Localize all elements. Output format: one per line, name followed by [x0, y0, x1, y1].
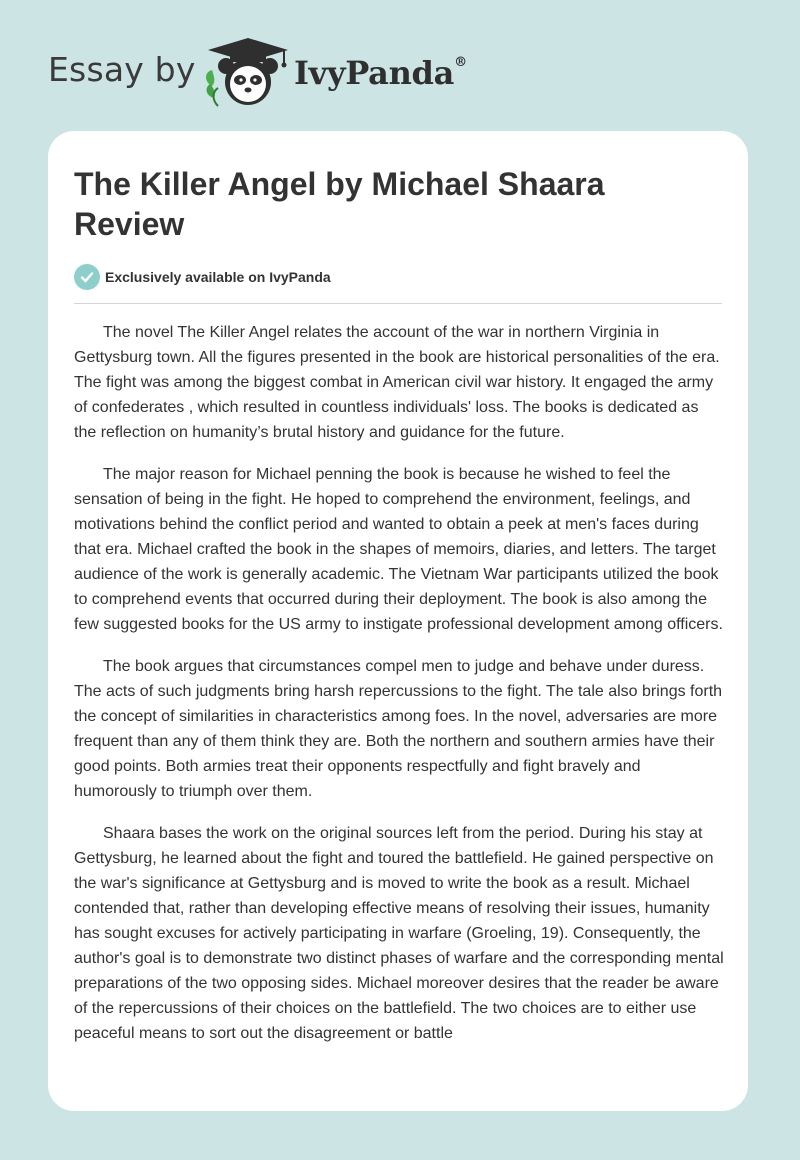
paragraph: The major reason for Michael penning the book is because he wished to feel the sensation of being in the fight. He hoped to comprehend the environment, feelings, and motivations behind the conflict period and wanted to obtain a peek at men's faces during that era. Michael crafted the book in the shapes of memoirs, diaries, and letters. The target audience of the work is generally academic. The Vietnam War participants utilized the book to comprehend events that occurred during their deployment. The book is also among the few suggested books for the US army to instigate professional development among officers.: [74, 466, 723, 633]
exclusive-label: Exclusively available on IvyPanda: [105, 269, 331, 285]
paragraph: Shaara bases the work on the original sources left from the period. During his stay at Gettysburg, he learned about the fight and toured the battlefield. He gained perspective on the war's significance at Gettysburg and is moved to write the book as a result. Michael contended that, rather than developing effective means of resolving their issues, humanity has sought excuses for actively participating in warfare (Groeling, 19). Consequently, the author's goal is to demonstrate two distinct phases of warfare and the corresponding mental preparations of the two opposing sides. Michael moreover desires that the reader be aware of the repercussions of their choices on the battlefield. The two choices are to either use peaceful means to sort out the disagreement or battle: [74, 825, 724, 1042]
brand-label: IvyPanda: [294, 54, 455, 92]
paragraph: The book argues that circumstances compel men to judge and behave under duress. The acts of such judgments bring harsh repercussions to the fight. The tale also brings forth the concept of similarities in characteristics among foes. In the novel, adversaries are more frequent than any of them think they are. Both the northern and southern armies have their good points. Both armies treat their opponents respectfully and fight bravely and humorously to triumph over them.: [74, 658, 723, 800]
essay-card: [48, 131, 748, 1111]
exclusive-badge: [74, 264, 331, 290]
essay-body: [74, 320, 724, 1063]
registered-mark: ®: [454, 55, 467, 71]
essay-by-label: Essay by: [48, 50, 196, 89]
paragraph: The novel The Killer Angel relates the account of the war in northern Virginia in Gettysburg town. All the figures presented in the book are historical personalities of the era. The fight was among the biggest combat in American civil war history. It engaged the army of confederates , which resulted in countless individuals' loss. The books is dedicated as the reflection on humanity’s brutal history and guidance for the future.: [74, 324, 720, 441]
brand-name[interactable]: [294, 54, 467, 92]
site-header: [48, 36, 508, 108]
check-icon: [74, 264, 100, 290]
divider: [74, 303, 722, 304]
page-title: The Killer Angel by Michael Shaara Review: [74, 166, 605, 242]
panda-logo-icon[interactable]: [200, 36, 288, 108]
